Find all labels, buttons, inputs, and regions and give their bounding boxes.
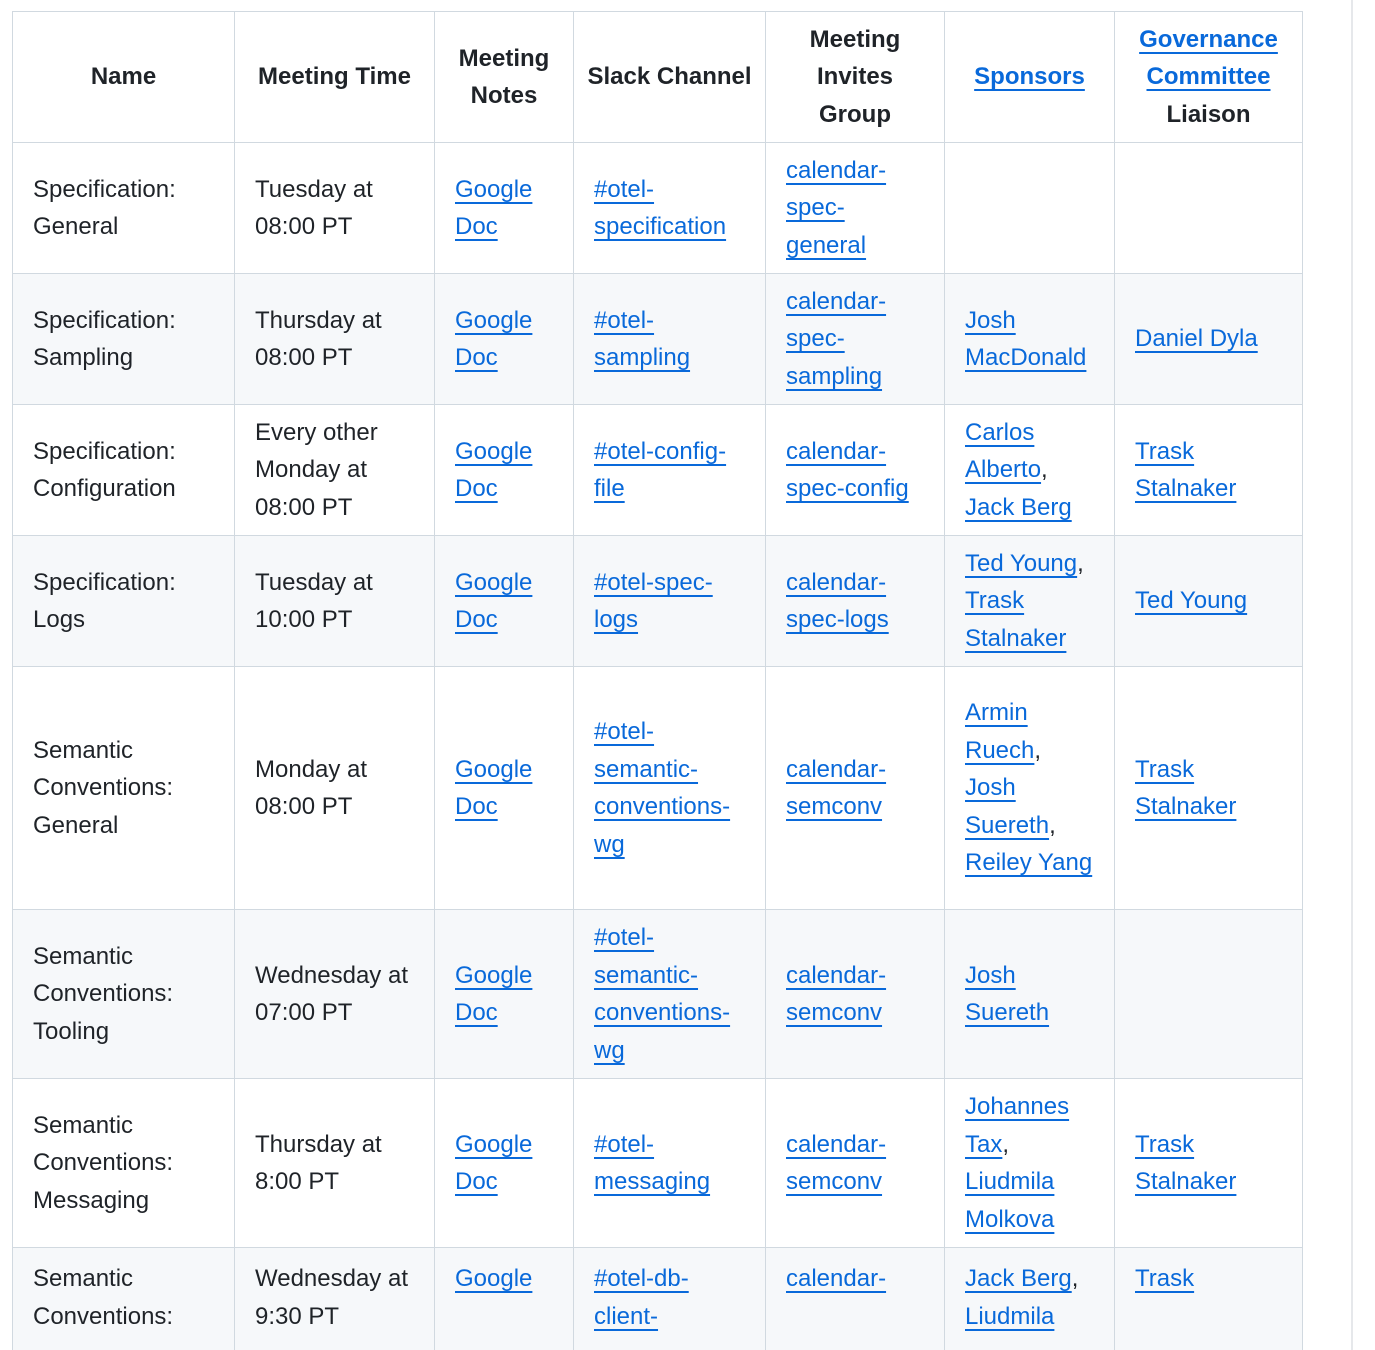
group-name: Semantic Conventions: Messaging — [33, 1111, 174, 1214]
cell-slack-channel — [574, 910, 766, 1079]
cell-meeting-time — [235, 143, 435, 274]
cell-sponsors — [945, 536, 1115, 667]
cell-liaison — [1115, 143, 1303, 274]
meeting-invites-link[interactable]: calendar-spec-sampling — [786, 287, 887, 390]
sponsor-link[interactable]: Josh MacDonald — [965, 306, 1087, 371]
cell-sponsors — [945, 667, 1115, 910]
meeting-time: Wednesday at 07:00 PT — [255, 961, 408, 1026]
meeting-invites-link[interactable]: calendar-semconv — [786, 1130, 887, 1195]
cell-name — [13, 1248, 235, 1350]
liaison-link[interactable]: Daniel Dyla — [1135, 325, 1258, 353]
cell-meeting-notes — [435, 274, 574, 405]
working-groups-table — [12, 11, 1303, 1350]
meeting-notes-link[interactable]: Google Doc — [455, 175, 533, 240]
header-sponsors[interactable] — [945, 12, 1115, 143]
cell-slack-channel — [574, 667, 766, 910]
meeting-notes-link[interactable]: Google — [455, 1265, 533, 1292]
sponsor-link[interactable]: Trask Stalnaker — [965, 587, 1067, 652]
content-border — [1351, 0, 1353, 1350]
group-name: Specification: Sampling — [33, 306, 176, 371]
cell-meeting-time — [235, 667, 435, 910]
table-row — [13, 274, 1303, 405]
slack-channel-link[interactable]: #otel-semantic-conventions-wg — [594, 924, 731, 1064]
cell-sponsors — [945, 1248, 1115, 1350]
cell-name — [13, 405, 235, 536]
cell-meeting-invites — [766, 910, 945, 1079]
header-name-label: Name — [90, 63, 157, 91]
sponsor-link[interactable]: Liudmila Molkova — [965, 1168, 1055, 1233]
meeting-time: Monday at 08:00 PT — [255, 755, 368, 820]
sponsor-separator: , — [1002, 1130, 1010, 1158]
cell-name — [13, 1079, 235, 1248]
sponsor-separator: , — [1041, 456, 1048, 484]
sponsor-link[interactable]: Josh Suereth — [965, 961, 1050, 1026]
cell-sponsors — [945, 910, 1115, 1079]
table-row — [13, 667, 1303, 910]
sponsor-link[interactable]: Carlos Alberto — [965, 418, 1042, 484]
cell-sponsors — [945, 1079, 1115, 1248]
cell-slack-channel — [574, 1079, 766, 1248]
cell-liaison — [1115, 1248, 1303, 1350]
cell-meeting-notes — [435, 1248, 574, 1350]
table-body — [13, 143, 1303, 1350]
sponsor-separator: , — [1077, 549, 1084, 577]
sponsor-separator: , — [1034, 736, 1042, 764]
group-name: Specification: Logs — [33, 568, 176, 633]
meeting-invites-link[interactable]: calendar-spec-config — [786, 437, 909, 502]
meeting-invites-link[interactable]: calendar-semconv — [786, 755, 887, 820]
sponsor-separator: , — [1071, 1265, 1079, 1292]
cell-name — [13, 536, 235, 667]
meeting-invites-link[interactable]: calendar-semconv — [786, 961, 887, 1026]
header-liaison-text: Liaison — [1166, 100, 1251, 128]
cell-name — [13, 274, 235, 405]
cell-sponsors — [945, 143, 1115, 274]
meeting-invites-link[interactable]: calendar-spec-logs — [786, 568, 889, 633]
cell-name — [13, 143, 235, 274]
header-slack-channel — [574, 12, 766, 143]
liaison-link[interactable]: Trask — [1135, 1265, 1195, 1292]
header-governance-liaison-link[interactable]: Governance Committee — [1139, 25, 1278, 91]
meeting-time: Thursday at 08:00 PT — [255, 306, 382, 371]
meeting-notes-link[interactable]: Google Doc — [455, 961, 533, 1026]
meeting-time: Tuesday at 10:00 PT — [255, 568, 373, 633]
cell-name — [13, 667, 235, 910]
cell-meeting-time — [235, 536, 435, 667]
cell-meeting-invites — [766, 274, 945, 405]
liaison-link[interactable]: Trask Stalnaker — [1135, 755, 1237, 820]
meeting-notes-link[interactable]: Google Doc — [455, 306, 533, 371]
group-name: Specification: Configuration — [33, 437, 176, 502]
meeting-invites-link[interactable]: calendar- — [786, 1265, 887, 1292]
cell-liaison — [1115, 274, 1303, 405]
cell-liaison — [1115, 910, 1303, 1079]
sponsor-separator: , — [1049, 811, 1056, 839]
table-row — [13, 143, 1303, 274]
slack-channel-link[interactable]: #otel-sampling — [594, 306, 691, 371]
cell-slack-channel — [574, 405, 766, 536]
slack-channel-link[interactable]: #otel-messaging — [594, 1130, 711, 1195]
header-meeting-notes-label: Meeting Notes — [458, 44, 550, 109]
slack-channel-link[interactable]: #otel-config-file — [594, 437, 727, 502]
group-name: Semantic Conventions: — [33, 1265, 174, 1330]
cell-meeting-invites — [766, 1079, 945, 1248]
sponsor-link[interactable]: Jack Berg — [965, 493, 1072, 521]
cell-sponsors — [945, 405, 1115, 536]
cell-meeting-notes — [435, 405, 574, 536]
sponsor-link[interactable]: Ted Young — [965, 549, 1078, 577]
meeting-notes-link[interactable]: Google Doc — [455, 437, 533, 502]
cell-meeting-invites — [766, 667, 945, 910]
sponsor-link[interactable]: Jack Berg — [965, 1265, 1072, 1292]
cell-slack-channel — [574, 1248, 766, 1350]
header-meeting-time-label: Meeting Time — [258, 63, 411, 91]
cell-slack-channel — [574, 143, 766, 274]
slack-channel-link[interactable]: #otel-semantic-conventions-wg — [594, 718, 731, 858]
cell-liaison — [1115, 536, 1303, 667]
cell-meeting-time — [235, 910, 435, 1079]
cell-meeting-time — [235, 274, 435, 405]
cell-slack-channel — [574, 536, 766, 667]
table-row — [13, 536, 1303, 667]
cell-slack-channel — [574, 274, 766, 405]
cell-sponsors — [945, 274, 1115, 405]
meeting-invites-link[interactable]: calendar-spec-general — [786, 156, 887, 259]
cell-liaison — [1115, 405, 1303, 536]
cell-meeting-notes — [435, 667, 574, 910]
table-row — [13, 910, 1303, 1079]
sponsor-link[interactable]: Liudmila — [965, 1302, 1055, 1330]
cell-meeting-notes — [435, 1079, 574, 1248]
header-meeting-notes — [435, 12, 574, 143]
sponsor-link[interactable]: Josh Suereth — [965, 774, 1050, 839]
cell-liaison — [1115, 1079, 1303, 1248]
liaison-link[interactable]: Ted Young — [1135, 587, 1248, 615]
table-row — [13, 1079, 1303, 1248]
cell-meeting-invites — [766, 1248, 945, 1350]
meeting-time: Every other Monday at 08:00 PT — [255, 418, 378, 521]
slack-channel-link[interactable]: #otel-specification — [594, 175, 727, 240]
meeting-time: Thursday at 8:00 PT — [255, 1130, 382, 1195]
group-name: Specification: General — [33, 175, 176, 240]
meeting-time: Wednesday at 9:30 PT — [255, 1265, 408, 1330]
cell-meeting-invites — [766, 536, 945, 667]
header-meeting-invites-group — [766, 12, 945, 143]
cell-meeting-notes — [435, 536, 574, 667]
table-row — [13, 405, 1303, 536]
header-meeting-invites-group-label: Meeting Invites Group — [809, 25, 901, 128]
group-name: Semantic Conventions: General — [33, 736, 174, 839]
cell-liaison — [1115, 667, 1303, 910]
table-row — [13, 1248, 1303, 1350]
header-slack-channel-label: Slack Channel — [587, 63, 752, 91]
cell-meeting-notes — [435, 910, 574, 1079]
liaison-link[interactable]: Trask Stalnaker — [1135, 437, 1237, 502]
meeting-notes-link[interactable]: Google Doc — [455, 1130, 533, 1195]
header-governance-liaison[interactable] — [1115, 12, 1303, 143]
group-name: Semantic Conventions: Tooling — [33, 942, 174, 1045]
cell-meeting-time — [235, 405, 435, 536]
sponsor-link[interactable]: Johannes Tax — [965, 1093, 1070, 1158]
cell-name — [13, 910, 235, 1079]
liaison-link[interactable]: Trask Stalnaker — [1135, 1130, 1237, 1195]
table-header-row — [13, 12, 1303, 143]
sponsor-link[interactable]: Reiley Yang — [965, 849, 1093, 877]
meeting-notes-link[interactable]: Google Doc — [455, 755, 533, 820]
cell-meeting-invites — [766, 143, 945, 274]
header-sponsors-link[interactable]: Sponsors — [974, 63, 1085, 91]
cell-meeting-time — [235, 1248, 435, 1350]
sponsor-link[interactable]: Armin Ruech — [965, 699, 1035, 764]
cell-meeting-time — [235, 1079, 435, 1248]
meeting-time: Tuesday at 08:00 PT — [255, 175, 373, 240]
slack-channel-link[interactable]: #otel-spec-logs — [594, 568, 713, 633]
cell-meeting-notes — [435, 143, 574, 274]
meeting-notes-link[interactable]: Google Doc — [455, 568, 533, 633]
slack-channel-link[interactable]: #otel-db-client- — [594, 1265, 689, 1330]
header-name — [13, 12, 235, 143]
header-meeting-time — [235, 12, 435, 143]
cell-meeting-invites — [766, 405, 945, 536]
